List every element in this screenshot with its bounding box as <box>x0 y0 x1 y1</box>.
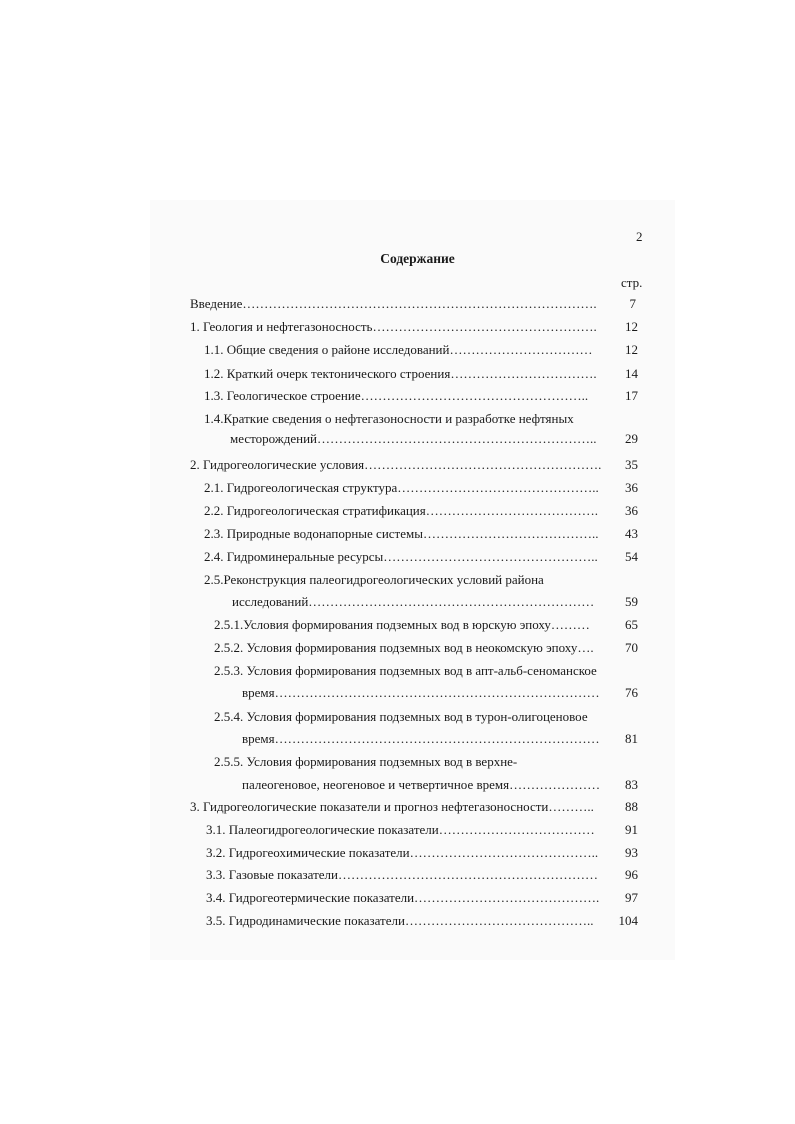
toc-entry-2-5-1: 2.5.1.Условия формирования подземных вод в юрскую эпоху……… <box>214 617 590 632</box>
toc-page-1-2: 14 <box>625 366 638 381</box>
toc-page-2-5: 59 <box>625 594 638 609</box>
toc-entry-2-4: 2.4. Гидроминеральные ресурсы………………………………………….. <box>204 549 598 564</box>
toc-page-2-5-5: 83 <box>625 777 638 792</box>
toc-entry-2-5-5-cont: палеогеновое, неогеновое и четвертичное время………………… <box>242 777 601 792</box>
toc-page-1-4: 29 <box>625 431 638 446</box>
toc-entry-2-5-5: 2.5.5. Условия формирования подземных вод в верхне- <box>214 754 518 769</box>
toc-entry-2-5-3-cont: время………………………………………………………………… <box>242 685 600 700</box>
toc-page-2-2: 36 <box>625 503 638 518</box>
toc-page-2-5-1: 65 <box>625 617 638 632</box>
toc-page-3-4: 97 <box>625 890 638 905</box>
toc-page-3: 88 <box>625 799 638 814</box>
toc-page-2-5-2: 70 <box>625 640 638 655</box>
toc-page-3-2: 93 <box>625 845 638 860</box>
toc-entry-2-5: 2.5.Реконструкция палеогидрогеологических условий района <box>204 572 544 587</box>
toc-entry-2-5-2: 2.5.2. Условия формирования подземных вод в неокомскую эпоху…. <box>214 640 594 655</box>
toc-entry-1-4: 1.4.Краткие сведения о нефтегазоносности и разработке нефтяных <box>204 411 574 426</box>
toc-entry-1-4-cont: месторождений……………………………………………………….. <box>230 431 597 446</box>
toc-page-1-1: 12 <box>625 342 638 357</box>
toc-entry-2-1: 2.1. Гидрогеологическая структура……………………………………….. <box>204 480 599 495</box>
toc-page-3-3: 96 <box>625 867 638 882</box>
toc-page-2-5-3: 76 <box>625 685 638 700</box>
toc-page-1-3: 17 <box>625 388 638 403</box>
toc-page-2-3: 43 <box>625 526 638 541</box>
toc-page-2-4: 54 <box>625 549 638 564</box>
toc-entry-3-5: 3.5. Гидродинамические показатели…………………………………….. <box>206 913 594 928</box>
toc-entry-3-4: 3.4. Гидрогеотермические показатели……………………………………. <box>206 890 600 905</box>
toc-page-3-5: 104 <box>618 913 638 928</box>
toc-entry-3-2: 3.2. Гидрогеохимические показатели…………………………………….. <box>206 845 599 860</box>
toc-entry-1-2: 1.2. Краткий очерк тектонического строения……………………………. <box>204 366 597 381</box>
toc-entry-3-1: 3.1. Палеогидрогеологические показатели……………………………… <box>206 822 595 837</box>
toc-entry-2-2: 2.2. Гидрогеологическая стратификация…………………………………. <box>204 503 598 518</box>
toc-page-2: 35 <box>625 457 638 472</box>
page-number: 2 <box>636 229 643 244</box>
toc-entry-2-3: 2.3. Природные водонапорные системы………………………………….. <box>204 526 599 541</box>
toc-page-1: 12 <box>625 319 638 334</box>
toc-entry-intro: Введение………………………………………………………………………. <box>190 296 597 311</box>
toc-page-2-1: 36 <box>625 480 638 495</box>
page-column-label: стр. <box>621 275 643 290</box>
toc-entry-1-1: 1.1. Общие сведения о районе исследований…………………………… <box>204 342 593 357</box>
toc-entry-2-5-cont: исследований………………………………………………………… <box>232 594 595 609</box>
toc-entry-2-5-3: 2.5.3. Условия формирования подземных вод в апт-альб-сеноманское <box>214 663 597 678</box>
toc-entry-2-5-4: 2.5.4. Условия формирования подземных вод в турон-олигоценовое <box>214 709 588 724</box>
toc-entry-3: 3. Гидрогеологические показатели и прогноз нефтегазоносности……….. <box>190 799 594 814</box>
toc-entry-2: 2. Гидрогеологические условия………………………………………………. <box>190 457 602 472</box>
toc-page-2-5-4: 81 <box>625 731 638 746</box>
toc-page-3-1: 91 <box>625 822 638 837</box>
toc-page-intro: 7 <box>629 296 636 311</box>
toc-entry-1-3: 1.3. Геологическое строение…………………………………………….. <box>204 388 589 403</box>
toc-entry-3-3: 3.3. Газовые показатели…………………………………………………… <box>206 867 598 882</box>
toc-entry-2-5-4-cont: время………………………………………………………………… <box>242 731 600 746</box>
toc-entry-1: 1. Геология и нефтегазоносность……………………………………………. <box>190 319 597 334</box>
page-title: Содержание <box>380 251 455 266</box>
